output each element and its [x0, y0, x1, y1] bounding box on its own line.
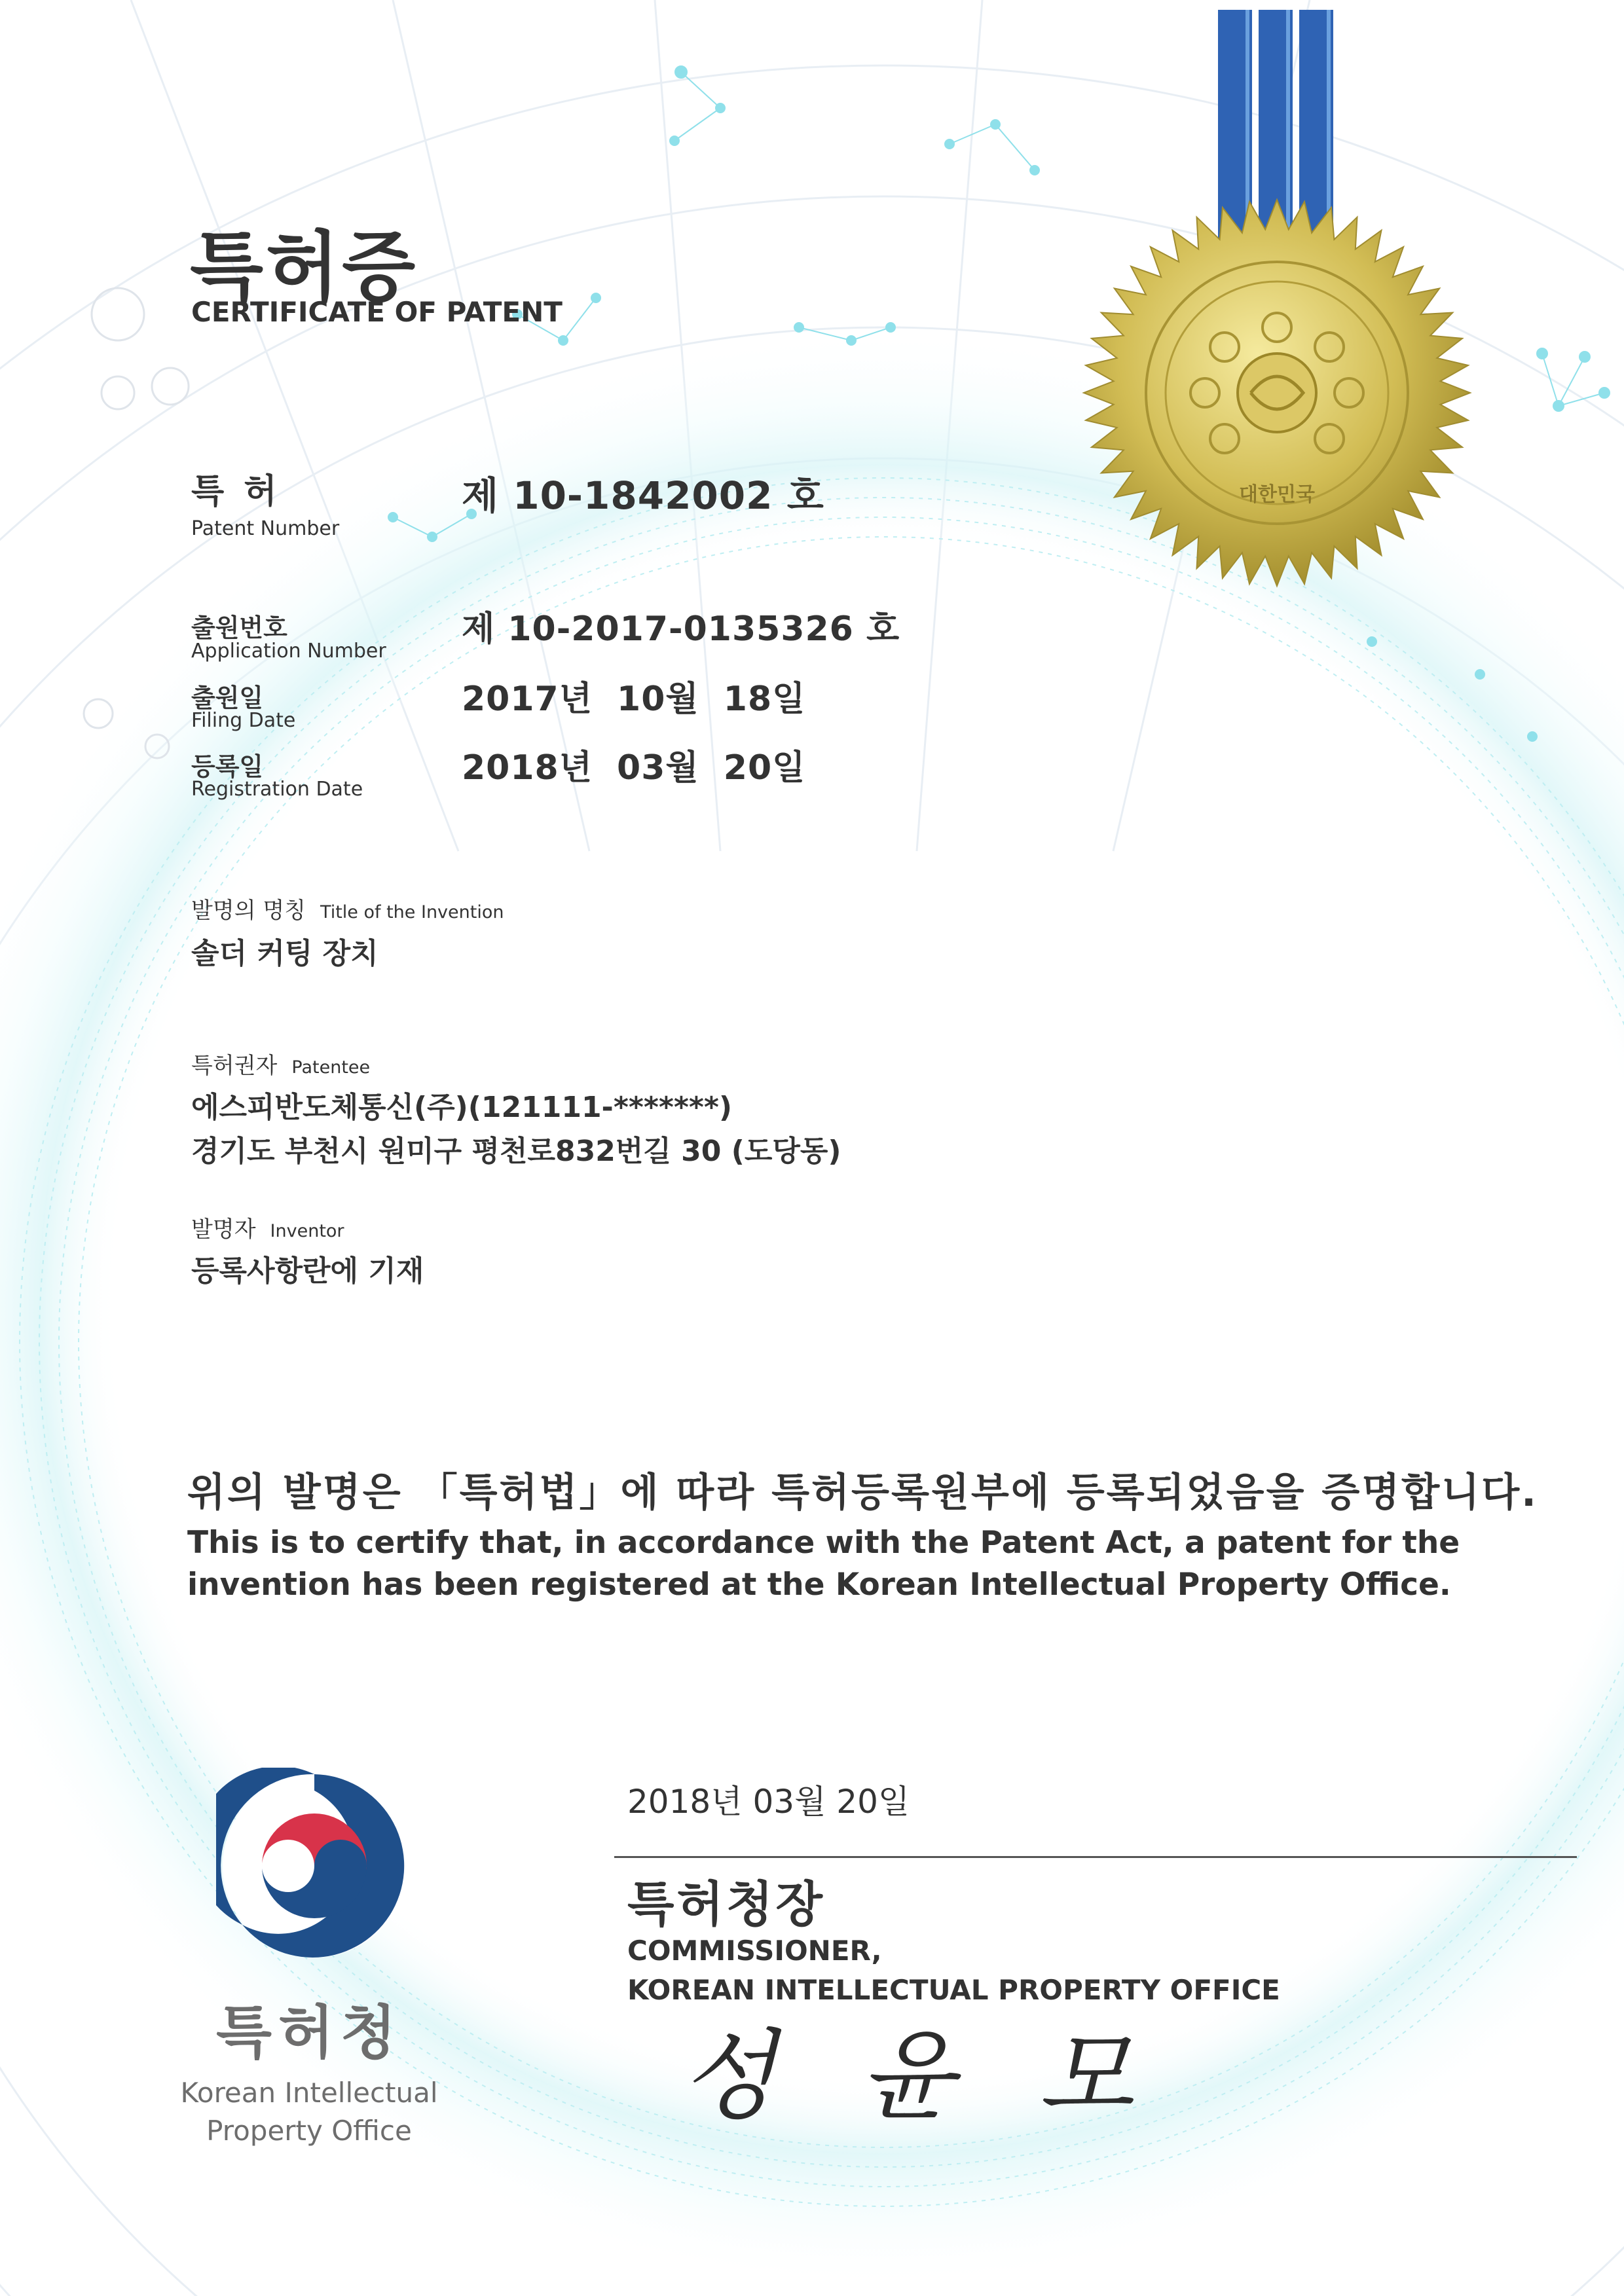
issue-date: 2018년 03월 20일 — [627, 1783, 910, 1821]
patentee-address: 경기도 부천시 원미구 평천로832번길 30 (도당동) — [191, 1135, 841, 1168]
signature-divider — [614, 1856, 1577, 1858]
inventor-heading — [191, 1211, 344, 1243]
commissioner-title-en-line1: COMMISSIONER, — [627, 1935, 882, 1967]
kipo-logo-icon — [216, 1768, 413, 1964]
registration-label-ko: 등록일 — [191, 752, 264, 781]
patentee-label-en: Patentee — [291, 1057, 371, 1078]
invention-title: 솔더 커팅 장치 — [191, 937, 378, 970]
filing-date: 2017년 10월 18일 — [462, 680, 806, 719]
inventor-value: 등록사항란에 기재 — [191, 1254, 424, 1288]
gold-seal-icon — [1080, 196, 1473, 589]
inventor-label-en: Inventor — [270, 1221, 344, 1241]
certificate-title-en: CERTIFICATE OF PATENT — [191, 296, 563, 328]
registration-label-en: Registration Date — [191, 778, 363, 801]
registration-date: 2018년 03월 20일 — [462, 748, 806, 788]
statement-en: This is to certify that, in accordance with the Patent Act, a patent for the invention has been registered at the Korean Intellectual Property Office. — [187, 1525, 1460, 1603]
patent-number: 제 10-1842002 호 — [462, 473, 824, 518]
invention-heading — [191, 892, 504, 924]
commissioner-signature: 성 윤 모 — [681, 2020, 1160, 2134]
application-number: 제 10-2017-0135326 호 — [462, 610, 900, 649]
office-name-en-line2: Property Office — [206, 2115, 412, 2147]
patent-label-ko: 특 허 — [191, 472, 281, 511]
office-name-en-line1: Korean Intellectual — [180, 2077, 438, 2109]
patentee-heading — [191, 1048, 370, 1080]
application-label-en: Application Number — [191, 640, 386, 663]
commissioner-title-en-line2: KOREAN INTELLECTUAL PROPERTY OFFICE — [627, 1974, 1280, 2006]
statement-ko: 위의 발명은 「특허법」에 따라 특허등록원부에 등록되었음을 증명합니다. — [187, 1470, 1538, 1516]
application-label-ko: 출원번호 — [191, 613, 287, 642]
commissioner-title-ko: 특허청장 — [627, 1876, 825, 1933]
invention-label-en: Title of the Invention — [320, 902, 504, 922]
office-name-ko: 특허청 — [216, 1999, 403, 2066]
patentee-name: 에스피반도체통신(주)(121111-*******) — [191, 1091, 732, 1124]
office-name-en — [172, 2074, 447, 2150]
filing-label-ko: 출원일 — [191, 683, 264, 712]
patent-label-en: Patent Number — [191, 517, 340, 540]
filing-label-en: Filing Date — [191, 709, 296, 732]
certificate-title-ko: 특허증 — [190, 223, 418, 312]
seal-inscription: 대한민국 — [1239, 483, 1315, 506]
inventor-label-ko: 발명자 — [191, 1216, 256, 1243]
patentee-label-ko: 특허권자 — [191, 1053, 278, 1079]
invention-label-ko: 발명의 명칭 — [191, 898, 306, 924]
